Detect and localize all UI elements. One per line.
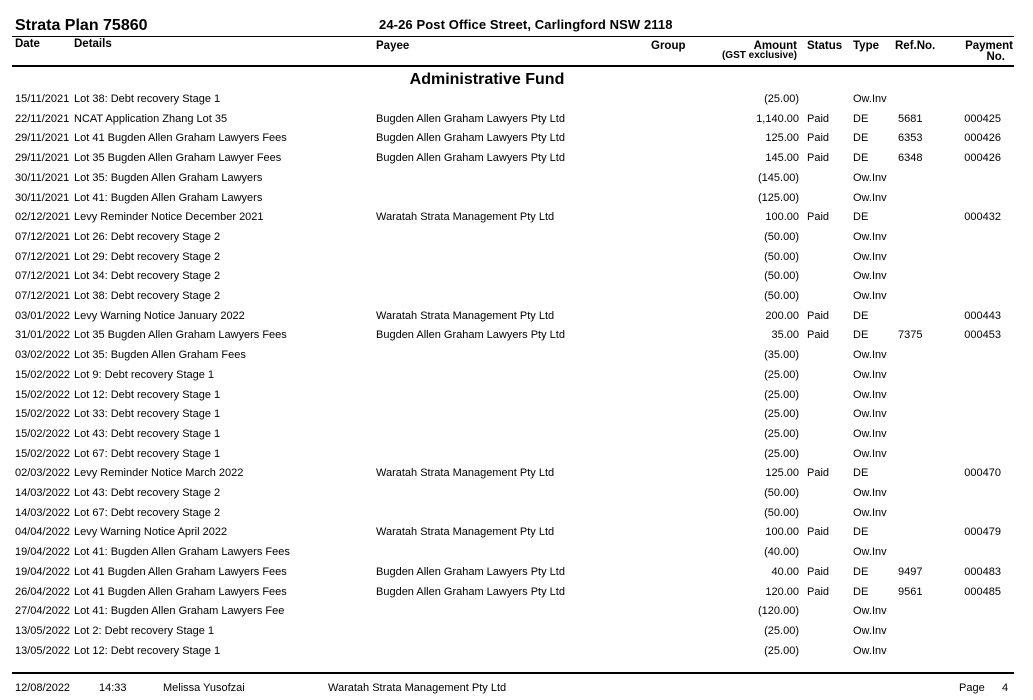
row-type: Ow.Inv	[853, 605, 887, 618]
table-row	[0, 625, 1033, 644]
row-details: Levy Reminder Notice December 2021	[74, 211, 264, 224]
row-type: Ow.Inv	[853, 171, 887, 184]
row-date: 14/03/2022	[15, 506, 71, 519]
row-details: Lot 41: Bugden Allen Graham Lawyers Fee	[74, 605, 285, 618]
table-row	[0, 172, 1033, 191]
table-row	[0, 349, 1033, 368]
row-date: 27/04/2022	[15, 605, 71, 618]
row-date: 26/04/2022	[15, 585, 71, 598]
row-type: DE	[853, 526, 869, 539]
row-type: DE	[853, 152, 869, 165]
row-type: Ow.Inv	[853, 624, 887, 637]
row-date: 15/11/2021	[15, 93, 70, 105]
column-header-payment	[965, 41, 1013, 63]
row-date: 02/12/2021	[15, 211, 71, 224]
footer-print-date: 12/08/2022	[15, 682, 71, 694]
table-row	[0, 605, 1033, 624]
row-details: Lot 2: Debt recovery Stage 1	[74, 624, 215, 637]
column-header-payee: Payee	[376, 40, 410, 52]
footer-company: Waratah Strata Management Pty Ltd	[328, 682, 507, 694]
row-payee: Bugden Allen Graham Lawyers Pty Ltd	[376, 585, 565, 598]
row-date: 15/02/2022	[15, 427, 71, 440]
row-payee: Waratah Strata Management Pty Ltd	[376, 467, 555, 480]
row-date: 22/11/2021	[15, 112, 70, 125]
header-top-rule	[12, 36, 1014, 37]
row-type: Ow.Inv	[853, 368, 887, 381]
row-type: DE	[853, 329, 869, 342]
table-row	[0, 369, 1033, 388]
row-amount: (25.00)	[764, 93, 799, 105]
row-amount: (50.00)	[764, 506, 799, 519]
column-header-date: Date	[15, 38, 40, 50]
row-details: Lot 43: Debt recovery Stage 2	[74, 487, 221, 499]
row-amount: (25.00)	[764, 368, 799, 381]
column-header-details: Details	[74, 38, 112, 50]
row-type: DE	[853, 467, 869, 480]
row-payee: Bugden Allen Graham Lawyers Pty Ltd	[376, 152, 565, 165]
table-row	[0, 586, 1033, 605]
row-details: Lot 26: Debt recovery Stage 2	[74, 230, 221, 243]
row-amount: 35.00	[771, 329, 799, 342]
row-date: 15/02/2022	[15, 388, 71, 401]
row-payee: Bugden Allen Graham Lawyers Pty Ltd	[376, 565, 565, 578]
row-amount: (50.00)	[764, 230, 799, 243]
row-type: Ow.Inv	[853, 506, 887, 519]
row-payment-no: 000432	[964, 211, 1001, 224]
row-status: Paid	[807, 211, 830, 224]
table-row	[0, 566, 1033, 585]
row-amount: (25.00)	[764, 447, 799, 460]
row-status: Paid	[807, 152, 830, 165]
row-type: DE	[853, 309, 869, 322]
fund-title: Administrative Fund	[409, 71, 565, 88]
row-type: Ow.Inv	[853, 427, 887, 440]
row-date: 07/12/2021	[15, 250, 71, 263]
row-amount: 125.00	[765, 132, 799, 145]
row-payment-no: 000425	[964, 112, 1001, 125]
row-details: Lot 67: Debt recovery Stage 1	[74, 447, 221, 460]
row-amount: (35.00)	[764, 349, 799, 362]
row-details: Lot 41 Bugden Allen Graham Lawyers Fees	[74, 585, 287, 598]
row-ref-no: 7375	[898, 329, 923, 342]
row-type: Ow.Inv	[853, 191, 887, 204]
row-type: DE	[853, 132, 869, 145]
footer-page-label: Page	[959, 682, 985, 694]
row-payee: Bugden Allen Graham Lawyers Pty Ltd	[376, 132, 565, 145]
table-row	[0, 310, 1033, 329]
row-status: Paid	[807, 309, 830, 322]
row-amount: (125.00)	[758, 191, 799, 204]
row-date: 02/03/2022	[15, 467, 71, 480]
row-amount: (40.00)	[764, 546, 799, 559]
column-header-amount-line1: Amount	[753, 40, 797, 52]
table-row	[0, 507, 1033, 526]
row-type: Ow.Inv	[853, 93, 887, 105]
row-date: 15/02/2022	[15, 408, 71, 421]
row-ref-no: 9497	[898, 565, 923, 578]
row-amount: 40.00	[771, 565, 799, 578]
column-header-amount-line2: (GST exclusive)	[721, 50, 797, 61]
row-ref-no: 6348	[898, 152, 923, 165]
row-payment-no: 000485	[964, 585, 1001, 598]
row-type: Ow.Inv	[853, 349, 887, 362]
row-payee: Waratah Strata Management Pty Ltd	[376, 211, 555, 224]
row-status: Paid	[807, 112, 830, 125]
row-type: Ow.Inv	[853, 230, 887, 243]
column-header-payment-line2: No.	[986, 51, 1005, 63]
row-date: 15/02/2022	[15, 368, 71, 381]
row-ref-no: 5681	[898, 112, 923, 125]
row-amount: (25.00)	[764, 624, 799, 637]
row-payee: Waratah Strata Management Pty Ltd	[376, 526, 555, 539]
row-type: DE	[853, 585, 869, 598]
plan-address: 24-26 Post Office Street, Carlingford NSW 2118	[379, 17, 673, 32]
row-amount: (145.00)	[758, 171, 799, 184]
row-payment-no: 000426	[964, 152, 1001, 165]
row-date: 03/02/2022	[15, 349, 71, 362]
row-details: Lot 35: Bugden Allen Graham Lawyers	[74, 171, 263, 184]
column-header-type: Type	[853, 40, 879, 52]
row-amount: 100.00	[765, 526, 799, 539]
row-type: DE	[853, 565, 869, 578]
footer-user: Melissa Yusofzai	[163, 682, 245, 694]
footer-page-number: 4	[1002, 682, 1009, 694]
table-row	[0, 389, 1033, 408]
row-details: Lot 29: Debt recovery Stage 2	[74, 250, 221, 263]
row-payment-no: 000483	[964, 565, 1001, 578]
footer-print-time: 14:33	[99, 682, 127, 694]
row-amount: (25.00)	[764, 427, 799, 440]
row-amount: (120.00)	[758, 605, 799, 618]
table-row	[0, 645, 1033, 664]
row-amount: 145.00	[765, 152, 799, 165]
column-header-status: Status	[807, 40, 843, 52]
row-details: Lot 43: Debt recovery Stage 1	[74, 427, 221, 440]
row-details: Lot 67: Debt recovery Stage 2	[74, 506, 221, 519]
row-details: Lot 41: Bugden Allen Graham Lawyers Fees	[74, 546, 290, 559]
row-details: Levy Warning Notice January 2022	[74, 309, 245, 322]
column-header-group: Group	[651, 40, 686, 52]
row-amount: 120.00	[765, 585, 799, 598]
table-row	[0, 329, 1033, 348]
row-date: 14/03/2022	[15, 487, 71, 499]
row-details: Lot 41 Bugden Allen Graham Lawyers Fees	[74, 565, 287, 578]
row-details: Lot 34: Debt recovery Stage 2	[74, 270, 221, 283]
row-amount: (25.00)	[764, 408, 799, 421]
row-date: 29/11/2021	[15, 132, 70, 145]
column-header-payment-line1: Payment	[965, 40, 1013, 52]
row-date: 30/11/2021	[15, 191, 70, 204]
row-status: Paid	[807, 585, 830, 598]
row-amount: (50.00)	[764, 487, 799, 499]
table-row	[0, 428, 1033, 447]
row-date: 19/04/2022	[15, 546, 71, 559]
row-amount: (25.00)	[764, 388, 799, 401]
row-details: Lot 38: Debt recovery Stage 1	[74, 93, 221, 105]
row-date: 07/12/2021	[15, 290, 71, 302]
row-type: Ow.Inv	[853, 290, 887, 302]
row-ref-no: 6353	[898, 132, 923, 145]
table-row	[0, 152, 1033, 171]
row-details: Lot 41 Bugden Allen Graham Lawyers Fees	[74, 132, 287, 145]
plan-title: Strata Plan 75860	[15, 17, 148, 34]
table-row	[0, 132, 1033, 151]
row-details: Lot 35 Bugden Allen Graham Lawyer Fees	[74, 152, 282, 165]
row-payment-no: 000426	[964, 132, 1001, 145]
table-row	[0, 211, 1033, 230]
row-payment-no: 000470	[964, 467, 1001, 480]
row-date: 07/12/2021	[15, 270, 71, 283]
table-row	[0, 270, 1033, 289]
table-row	[0, 467, 1033, 486]
row-status: Paid	[807, 132, 830, 145]
row-payee: Bugden Allen Graham Lawyers Pty Ltd	[376, 329, 565, 342]
row-payment-no: 000453	[964, 329, 1001, 342]
row-date: 07/12/2021	[15, 230, 71, 243]
table-row	[0, 113, 1033, 132]
row-date: 30/11/2021	[15, 171, 70, 184]
row-type: Ow.Inv	[853, 644, 887, 657]
row-payee: Waratah Strata Management Pty Ltd	[376, 309, 555, 322]
row-date: 29/11/2021	[15, 152, 70, 165]
row-status: Paid	[807, 329, 830, 342]
table-row	[0, 231, 1033, 250]
row-type: Ow.Inv	[853, 487, 887, 499]
row-amount: (50.00)	[764, 290, 799, 302]
table-row	[0, 251, 1033, 270]
row-details: Lot 38: Debt recovery Stage 2	[74, 290, 221, 302]
row-details: Lot 35 Bugden Allen Graham Lawyers Fees	[74, 329, 287, 342]
row-type: Ow.Inv	[853, 447, 887, 460]
row-date: 03/01/2022	[15, 309, 71, 322]
row-details: Lot 9: Debt recovery Stage 1	[74, 368, 215, 381]
row-details: Lot 12: Debt recovery Stage 1	[74, 644, 221, 657]
row-type: DE	[853, 112, 869, 125]
header-bottom-rule	[12, 65, 1014, 67]
row-type: Ow.Inv	[853, 546, 887, 559]
row-amount: 125.00	[765, 467, 799, 480]
row-details: NCAT Application Zhang Lot 35	[74, 112, 228, 125]
row-type: Ow.Inv	[853, 408, 887, 421]
column-header-ref: Ref.No.	[895, 40, 936, 52]
row-amount: (50.00)	[764, 250, 799, 263]
table-row	[0, 546, 1033, 565]
row-amount: (25.00)	[764, 644, 799, 657]
row-payee: Bugden Allen Graham Lawyers Pty Ltd	[376, 112, 565, 125]
row-payment-no: 000443	[964, 309, 1001, 322]
table-row	[0, 192, 1033, 211]
table-row	[0, 487, 1033, 506]
row-date: 15/02/2022	[15, 447, 71, 460]
table-row	[0, 408, 1033, 427]
table-row	[0, 448, 1033, 467]
row-date: 04/04/2022	[15, 526, 71, 539]
row-type: Ow.Inv	[853, 270, 887, 283]
row-amount: 200.00	[765, 309, 799, 322]
row-date: 13/05/2022	[15, 644, 71, 657]
row-status: Paid	[807, 565, 830, 578]
row-date: 19/04/2022	[15, 565, 71, 578]
row-payment-no: 000479	[964, 526, 1001, 539]
row-type: Ow.Inv	[853, 250, 887, 263]
row-amount: (50.00)	[764, 270, 799, 283]
row-details: Lot 33: Debt recovery Stage 1	[74, 408, 221, 421]
row-date: 13/05/2022	[15, 624, 71, 637]
row-details: Levy Reminder Notice March 2022	[74, 467, 244, 480]
row-details: Levy Warning Notice April 2022	[74, 526, 228, 539]
table-row	[0, 526, 1033, 545]
row-type: DE	[853, 211, 869, 224]
row-amount: 100.00	[765, 211, 799, 224]
footer-rule	[12, 672, 1014, 674]
table-row	[0, 93, 1033, 112]
row-date: 31/01/2022	[15, 329, 71, 342]
row-amount: 1,140.00	[756, 112, 799, 125]
column-header-amount	[722, 41, 797, 61]
row-status: Paid	[807, 467, 830, 480]
row-type: Ow.Inv	[853, 388, 887, 401]
row-details: Lot 12: Debt recovery Stage 1	[74, 388, 221, 401]
row-details: Lot 35: Bugden Allen Graham Fees	[74, 349, 246, 362]
row-ref-no: 9561	[898, 585, 923, 598]
table-row	[0, 290, 1033, 309]
row-details: Lot 41: Bugden Allen Graham Lawyers	[74, 191, 263, 204]
row-status: Paid	[807, 526, 830, 539]
